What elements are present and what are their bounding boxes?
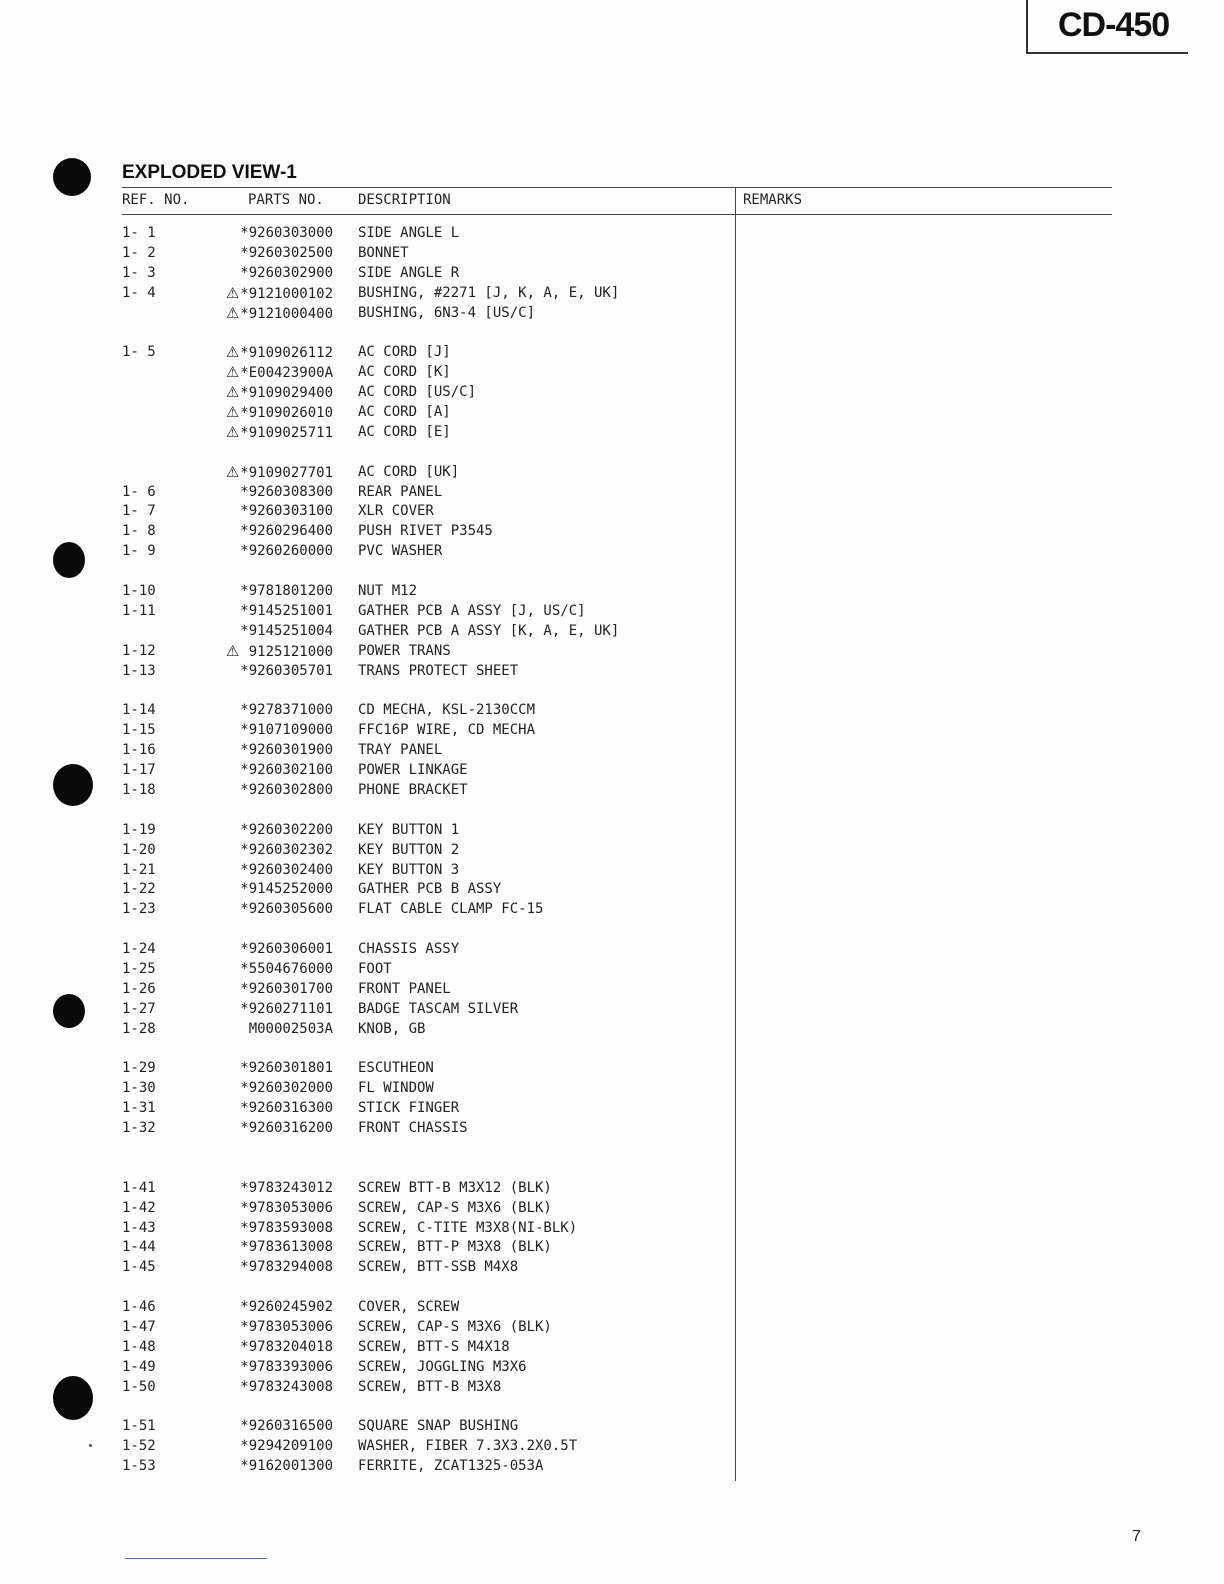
ref-no: 1-23 — [122, 901, 156, 918]
description: GATHER PCB A ASSY [J, US/C] — [358, 602, 586, 619]
ref-no: 1-24 — [122, 941, 156, 958]
table-row — [0, 1378, 1224, 1398]
part-no-cell — [195, 741, 333, 761]
part-no: *9783204018 — [240, 1338, 333, 1355]
description: KEY BUTTON 3 — [358, 861, 460, 878]
ref-no: 1-10 — [122, 583, 156, 600]
part-no: *9260303000 — [240, 225, 333, 241]
description: TRAY PANEL — [358, 742, 443, 759]
part-no: *9278371000 — [240, 702, 333, 719]
table-row — [0, 1099, 1224, 1119]
ref-no: 1-48 — [122, 1338, 156, 1355]
part-no-cell — [195, 582, 333, 602]
ref-no: 1-20 — [122, 841, 156, 858]
description: COVER, SCREW — [358, 1299, 460, 1316]
description: STICK FINGER — [358, 1100, 460, 1117]
description: AC CORD [US/C] — [358, 384, 477, 401]
table-row — [0, 224, 1224, 244]
description: KEY BUTTON 2 — [358, 841, 460, 858]
ref-no: 1-30 — [122, 1080, 156, 1097]
ref-no: 1-45 — [122, 1259, 156, 1276]
table-row — [0, 861, 1224, 881]
table-row — [0, 502, 1224, 522]
parts-list — [0, 224, 1224, 1477]
table-row — [0, 900, 1224, 920]
ref-no: 1-29 — [122, 1060, 156, 1077]
description: FRONT CHASSIS — [358, 1120, 468, 1137]
part-no: *9260305701 — [240, 662, 333, 679]
part-no: *9783393006 — [240, 1358, 333, 1375]
safety-warning-icon: ⚠ — [225, 283, 240, 302]
ref-no: 1-16 — [122, 742, 156, 759]
part-no-cell — [195, 1199, 333, 1219]
column-header-remarks: REMARKS — [743, 192, 803, 208]
table-row — [0, 1199, 1224, 1219]
ref-no: 1-11 — [122, 602, 156, 619]
safety-warning-icon: ⚠ — [225, 303, 240, 322]
description: KNOB, GB — [358, 1020, 426, 1037]
table-row — [0, 841, 1224, 861]
description: TRANS PROTECT SHEET — [358, 662, 519, 679]
part-no: M00002503A — [248, 1020, 333, 1037]
row-spacer — [0, 443, 1224, 463]
ref-no: 1- 9 — [122, 543, 156, 560]
part-no-cell — [195, 1378, 333, 1398]
part-no-cell — [195, 980, 333, 1000]
ref-no: 1- 2 — [122, 244, 156, 261]
description: BADGE TASCAM SILVER — [358, 1000, 519, 1017]
description: BUSHING, #2271 [J, K, A, E, UK] — [358, 284, 620, 301]
table-row — [0, 363, 1224, 383]
safety-warning-icon: ⚠ — [225, 403, 240, 422]
part-no: *9109025711 — [240, 424, 333, 441]
part-no-cell — [195, 244, 333, 264]
part-no: *9260302400 — [240, 861, 333, 878]
column-header-part: PARTS NO. — [248, 192, 324, 208]
part-no: *9783243008 — [240, 1378, 333, 1395]
table-row — [0, 483, 1224, 503]
table-row — [0, 721, 1224, 741]
table-row — [0, 582, 1224, 602]
description: GATHER PCB B ASSY — [358, 881, 502, 898]
ref-no: 1-28 — [122, 1020, 156, 1037]
table-row — [0, 403, 1224, 423]
description: KEY BUTTON 1 — [358, 821, 460, 838]
part-no-cell — [195, 821, 333, 841]
table-row — [0, 980, 1224, 1000]
row-spacer — [0, 1139, 1224, 1159]
ref-no: 1-50 — [122, 1378, 156, 1395]
table-row — [0, 602, 1224, 622]
table-row — [0, 1000, 1224, 1020]
part-no: *9109027701 — [240, 464, 333, 481]
ref-no: 1-47 — [122, 1318, 156, 1335]
header-bottom-rule — [122, 214, 1112, 215]
description: SCREW, CAP-S M3X6 (BLK) — [358, 1318, 552, 1335]
description: SCREW, CAP-S M3X6 (BLK) — [358, 1199, 552, 1216]
part-no-cell — [195, 284, 333, 305]
ref-no: 1-53 — [122, 1458, 156, 1475]
description: AC CORD [UK] — [358, 463, 460, 480]
part-no-cell — [195, 861, 333, 881]
part-no: *9294209100 — [240, 1438, 333, 1455]
description: PVC WASHER — [358, 543, 443, 560]
part-no: *9783613008 — [240, 1239, 333, 1256]
part-no-cell — [195, 463, 333, 484]
part-no-cell — [195, 1358, 333, 1378]
part-no-cell — [195, 761, 333, 781]
table-row — [0, 1338, 1224, 1358]
ref-no: 1-13 — [122, 662, 156, 679]
row-spacer — [0, 562, 1224, 582]
part-no-cell — [195, 1219, 333, 1239]
table-row — [0, 1079, 1224, 1099]
row-spacer — [0, 920, 1224, 940]
ref-no: 1-43 — [122, 1219, 156, 1236]
table-row — [0, 1119, 1224, 1139]
part-no: *9260296400 — [240, 523, 333, 540]
part-no-cell — [195, 224, 333, 244]
row-spacer — [0, 323, 1224, 343]
part-no: *9260301900 — [240, 742, 333, 759]
part-no: *9783593008 — [240, 1219, 333, 1236]
description: PHONE BRACKET — [358, 781, 468, 798]
ref-no: 1-26 — [122, 980, 156, 997]
ref-no: 1- 4 — [122, 284, 156, 301]
description: WASHER, FIBER 7.3X3.2X0.5T — [358, 1438, 578, 1455]
description: REAR PANEL — [358, 483, 443, 500]
row-spacer — [0, 801, 1224, 821]
description: FRONT PANEL — [358, 980, 451, 997]
table-row — [0, 304, 1224, 324]
table-row — [0, 463, 1224, 483]
description: FLAT CABLE CLAMP FC-15 — [358, 901, 544, 918]
description: AC CORD [E] — [358, 423, 451, 440]
description: FL WINDOW — [358, 1080, 434, 1097]
part-no: *9162001300 — [240, 1458, 333, 1475]
description: FOOT — [358, 960, 392, 977]
table-row — [0, 662, 1224, 682]
part-no-cell — [195, 483, 333, 503]
table-row — [0, 522, 1224, 542]
description: SCREW, BTT-P M3X8 (BLK) — [358, 1239, 552, 1256]
ref-no: 1-22 — [122, 881, 156, 898]
part-no-cell — [195, 264, 333, 284]
ref-no: 1-42 — [122, 1199, 156, 1216]
safety-warning-icon: ⚠ — [225, 462, 240, 481]
footer-rule — [125, 1558, 267, 1559]
ref-no: 1-19 — [122, 821, 156, 838]
part-no: *9260301801 — [240, 1060, 333, 1077]
ref-no: 1-12 — [122, 642, 156, 659]
table-row — [0, 1020, 1224, 1040]
part-no: *9260302800 — [240, 781, 333, 798]
part-no-cell — [195, 1417, 333, 1437]
part-no-cell — [195, 721, 333, 741]
part-no-cell — [195, 841, 333, 861]
part-no-cell — [195, 1238, 333, 1258]
page-number: 7 — [1132, 1528, 1141, 1545]
ref-no: 1-14 — [122, 702, 156, 719]
header-top-rule — [122, 187, 1112, 188]
ref-no: 1-44 — [122, 1239, 156, 1256]
description: SCREW, JOGGLING M3X6 — [358, 1358, 527, 1375]
table-row — [0, 244, 1224, 264]
ref-no: 1-51 — [122, 1418, 156, 1435]
part-no-cell — [195, 1318, 333, 1338]
column-header-ref: REF. NO. — [122, 192, 190, 208]
table-row — [0, 1238, 1224, 1258]
table-row — [0, 622, 1224, 642]
row-spacer — [0, 1159, 1224, 1179]
part-no-cell — [195, 1000, 333, 1020]
table-row — [0, 383, 1224, 403]
part-no-cell — [195, 1179, 333, 1199]
ref-no: 1-15 — [122, 722, 156, 739]
safety-warning-icon: ⚠ — [225, 422, 240, 441]
table-row — [0, 1417, 1224, 1437]
ref-no: 1-25 — [122, 960, 156, 977]
dust-mark — [89, 1444, 92, 1447]
part-no-cell — [195, 642, 333, 663]
description: AC CORD [A] — [358, 404, 451, 421]
part-no: *9145252000 — [240, 881, 333, 898]
ref-no: 1-31 — [122, 1100, 156, 1117]
part-no-cell — [195, 662, 333, 682]
description: XLR COVER — [358, 503, 434, 520]
table-row — [0, 1059, 1224, 1079]
description: FERRITE, ZCAT1325-053A — [358, 1458, 544, 1475]
part-no: *9260308300 — [240, 483, 333, 500]
part-no-cell — [195, 880, 333, 900]
description: GATHER PCB A ASSY [K, A, E, UK] — [358, 622, 620, 639]
description: CHASSIS ASSY — [358, 941, 460, 958]
description: AC CORD [K] — [358, 364, 451, 381]
table-row — [0, 423, 1224, 443]
ref-no: 1-17 — [122, 762, 156, 779]
part-no-cell — [195, 423, 333, 444]
binder-hole — [53, 158, 91, 196]
table-row — [0, 1437, 1224, 1457]
model-box — [1026, 0, 1188, 54]
row-spacer — [0, 1398, 1224, 1418]
table-row — [0, 1318, 1224, 1338]
part-no: *9260302100 — [240, 762, 333, 779]
part-no-cell — [195, 1020, 333, 1040]
table-row — [0, 781, 1224, 801]
table-row — [0, 1298, 1224, 1318]
part-no: *9783053006 — [240, 1199, 333, 1216]
part-no: *9260316200 — [240, 1120, 333, 1137]
part-no-cell — [195, 403, 333, 424]
part-no: *9260302000 — [240, 1080, 333, 1097]
part-no-cell — [195, 363, 333, 384]
table-row — [0, 264, 1224, 284]
part-no: *9145251004 — [240, 622, 333, 639]
part-no-cell — [195, 1258, 333, 1278]
part-no: *9121000102 — [240, 285, 333, 302]
part-no: *9109026112 — [240, 345, 333, 362]
ref-no: 1- 1 — [122, 225, 156, 241]
table-row — [0, 343, 1224, 363]
part-no-cell — [195, 701, 333, 721]
part-no: *9781801200 — [240, 583, 333, 600]
part-no-cell — [195, 522, 333, 542]
description: SCREW, BTT-S M4X18 — [358, 1338, 510, 1355]
part-no-cell — [195, 542, 333, 562]
description: POWER TRANS — [358, 642, 451, 659]
part-no-cell — [195, 1119, 333, 1139]
description: BUSHING, 6N3-4 [US/C] — [358, 304, 536, 321]
part-no: 9125121000 — [240, 643, 333, 660]
part-no: *9260260000 — [240, 543, 333, 560]
part-no-cell — [195, 343, 333, 364]
part-no: *9260305600 — [240, 901, 333, 918]
ref-no: 1-27 — [122, 1000, 156, 1017]
safety-warning-icon: ⚠ — [225, 641, 240, 660]
ref-no: 1-21 — [122, 861, 156, 878]
description: FFC16P WIRE, CD MECHA — [358, 722, 536, 739]
part-no: *9260316500 — [240, 1418, 333, 1435]
part-no: *9783053006 — [240, 1318, 333, 1335]
table-row — [0, 880, 1224, 900]
ref-no: 1- 3 — [122, 264, 156, 281]
ref-no: 1-18 — [122, 781, 156, 798]
table-row — [0, 642, 1224, 662]
description: ESCUTHEON — [358, 1060, 434, 1077]
part-no: *5504676000 — [240, 960, 333, 977]
row-spacer — [0, 1040, 1224, 1060]
part-no-cell — [195, 304, 333, 325]
part-no: *9260245902 — [240, 1299, 333, 1316]
description: NUT M12 — [358, 583, 418, 600]
part-no: *9783243012 — [240, 1179, 333, 1196]
part-no: *9260302302 — [240, 841, 333, 858]
part-no-cell — [195, 1457, 333, 1477]
section-title: EXPLODED VIEW-1 — [122, 162, 297, 183]
part-no-cell — [195, 900, 333, 920]
description: CD MECHA, KSL-2130CCM — [358, 702, 536, 719]
part-no-cell — [195, 960, 333, 980]
column-header-desc: DESCRIPTION — [358, 192, 451, 208]
model-title: CD-450 — [1058, 6, 1170, 44]
row-spacer — [0, 681, 1224, 701]
part-no: *E00423900A — [240, 365, 333, 382]
ref-no: 1- 8 — [122, 523, 156, 540]
part-no: *9260303100 — [240, 503, 333, 520]
ref-no: 1- 5 — [122, 344, 156, 361]
part-no-cell — [195, 781, 333, 801]
part-no-cell — [195, 940, 333, 960]
part-no-cell — [195, 1437, 333, 1457]
part-no-cell — [195, 1338, 333, 1358]
part-no-cell — [195, 1298, 333, 1318]
part-no: *9109029400 — [240, 385, 333, 402]
ref-no: 1- 6 — [122, 483, 156, 500]
safety-warning-icon: ⚠ — [225, 343, 240, 362]
ref-no: 1-49 — [122, 1358, 156, 1375]
ref-no: 1- 7 — [122, 503, 156, 520]
description: POWER LINKAGE — [358, 762, 468, 779]
part-no: *9260316300 — [240, 1100, 333, 1117]
table-row — [0, 960, 1224, 980]
part-no: *9109026010 — [240, 405, 333, 422]
description: PUSH RIVET P3545 — [358, 523, 493, 540]
table-row — [0, 940, 1224, 960]
table-row — [0, 1358, 1224, 1378]
table-row — [0, 1457, 1224, 1477]
description: SCREW BTT-B M3X12 (BLK) — [358, 1179, 552, 1196]
description: SCREW, C-TITE M3X8(NI-BLK) — [358, 1219, 578, 1236]
ref-no: 1-32 — [122, 1120, 156, 1137]
description: SCREW, BTT-B M3X8 — [358, 1378, 502, 1395]
part-no: *9145251001 — [240, 602, 333, 619]
part-no-cell — [195, 1079, 333, 1099]
safety-warning-icon: ⚠ — [225, 363, 240, 382]
part-no: *9260302500 — [240, 244, 333, 261]
part-no: *9260271101 — [240, 1000, 333, 1017]
table-row — [0, 821, 1224, 841]
table-row — [0, 1219, 1224, 1239]
part-no: *9260302200 — [240, 821, 333, 838]
table-row — [0, 542, 1224, 562]
table-row — [0, 701, 1224, 721]
part-no-cell — [195, 1099, 333, 1119]
ref-no: 1-52 — [122, 1438, 156, 1455]
ref-no: 1-46 — [122, 1299, 156, 1316]
description: SIDE ANGLE R — [358, 264, 460, 281]
table-row — [0, 761, 1224, 781]
description: BONNET — [358, 244, 409, 261]
description: AC CORD [J] — [358, 344, 451, 361]
safety-warning-icon: ⚠ — [225, 383, 240, 402]
part-no: *9121000400 — [240, 305, 333, 322]
part-no: *9260306001 — [240, 941, 333, 958]
description: SQUARE SNAP BUSHING — [358, 1418, 519, 1435]
part-no-cell — [195, 1059, 333, 1079]
table-row — [0, 741, 1224, 761]
part-no: *9107109000 — [240, 722, 333, 739]
description: SCREW, BTT-SSB M4X8 — [358, 1259, 519, 1276]
part-no: *9260302900 — [240, 264, 333, 281]
part-no: *9260301700 — [240, 980, 333, 997]
description: SIDE ANGLE L — [358, 225, 460, 241]
table-row — [0, 1258, 1224, 1278]
part-no-cell — [195, 602, 333, 622]
part-no: *9783294008 — [240, 1259, 333, 1276]
ref-no: 1-41 — [122, 1179, 156, 1196]
part-no-cell — [195, 383, 333, 404]
part-no-cell — [195, 622, 333, 642]
row-spacer — [0, 1278, 1224, 1298]
table-row — [0, 1179, 1224, 1199]
part-no-cell — [195, 502, 333, 522]
table-row — [0, 284, 1224, 304]
